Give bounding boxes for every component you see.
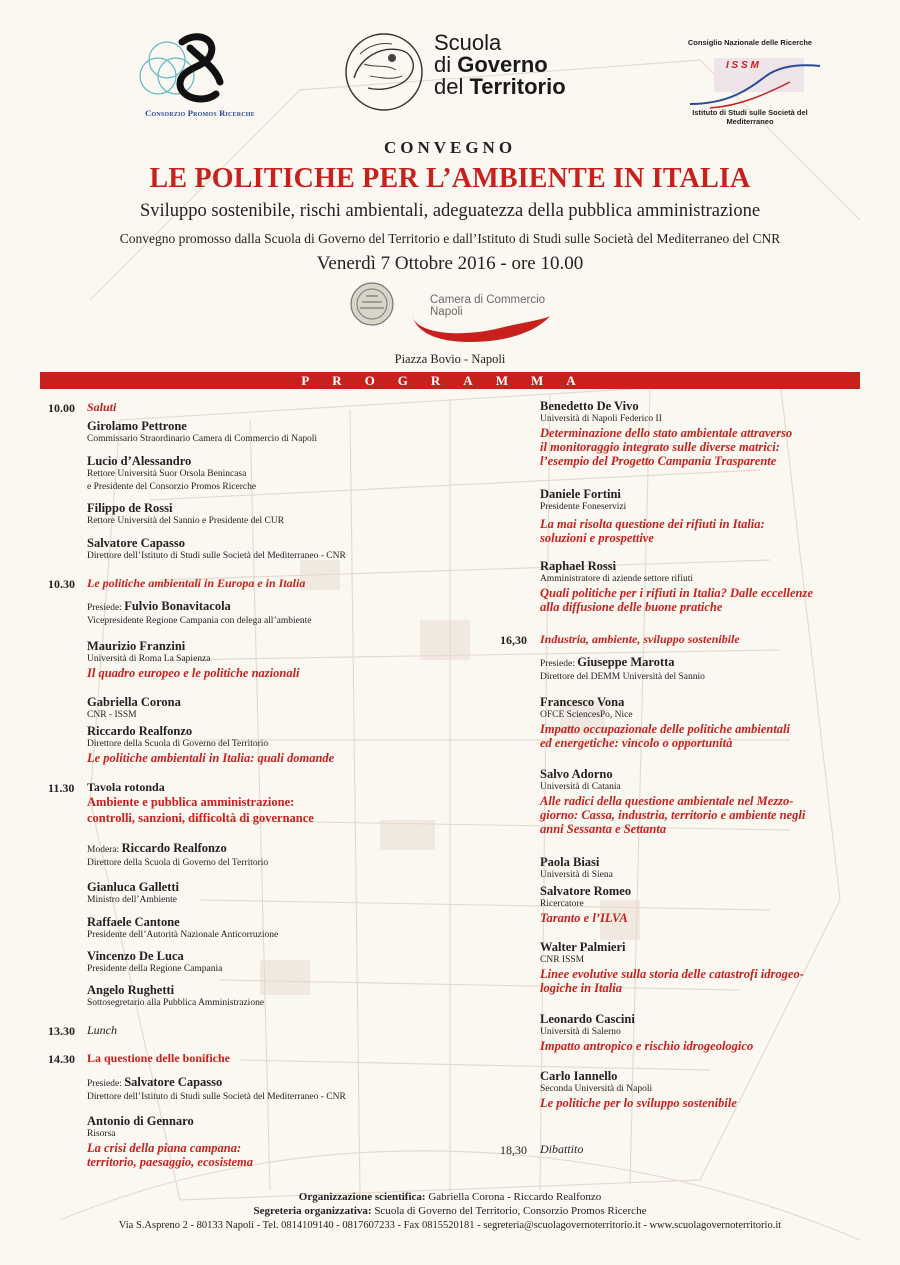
speaker-dalessandro	[87, 455, 256, 494]
sgt-logo	[340, 28, 580, 124]
issm-caption: Istituto di Studi sulle Società del Mediterraneo	[692, 108, 808, 126]
speaker-cascini	[540, 1013, 753, 1053]
footer-seg-label: Segreteria organizzativa:	[253, 1205, 372, 1217]
round-table-topic-line: controlli, sanzioni, difficoltà di governance	[87, 811, 314, 825]
event-date: Venerdì 7 Ottobre 2016 - ore 10.00	[316, 253, 584, 274]
speaker-name: Lucio d’Alessandro	[87, 454, 192, 468]
footer-secretariat	[0, 1205, 900, 1217]
speaker-role: Rettore Università Suor Orsola Benincasa	[87, 469, 247, 479]
camera-commercio-name	[430, 294, 545, 318]
talk-title: soluzioni e prospettive	[540, 531, 654, 545]
promos-caption: Consorzio Promos Ricerche	[145, 108, 255, 118]
page-title: LE POLITICHE PER L’AMBIENTE IN ITALIA	[149, 163, 751, 194]
footer-org-value: Gabriella Corona - Riccardo Realfonzo	[425, 1191, 602, 1203]
promos-emblem-icon	[120, 28, 280, 108]
speaker-deluca	[87, 950, 222, 976]
talk-title: Le politiche ambientali in Italia: quali domande	[87, 751, 335, 765]
speaker-digennaro	[87, 1115, 253, 1169]
speaker-iannello	[540, 1070, 737, 1110]
talk-title: La mai risolta questione dei rifiuti in Italia:	[540, 517, 765, 531]
moderator-realfonzo	[87, 841, 268, 870]
speaker-name: Carlo Iannello	[540, 1069, 618, 1083]
session-saluti: Saluti	[87, 400, 117, 414]
chair-capasso	[87, 1075, 346, 1104]
talk-title: Linee evolutive sulla storia delle catastrofi idrogeo-	[540, 967, 804, 981]
talk-title: Alle radici della questione ambientale nel Mezzo-	[540, 794, 794, 808]
event-kind: CONVEGNO	[383, 138, 517, 157]
promos-logo	[120, 28, 280, 124]
speaker-role: OFCE SciencesPo, Nice	[540, 710, 633, 720]
speaker-name: Maurizio Franzini	[87, 639, 186, 653]
speaker-name: Girolamo Pettrone	[87, 419, 187, 433]
speaker-name: Antonio di Gennaro	[87, 1114, 194, 1128]
speaker-role: Sottosegretario alla Pubblica Amministrazione	[87, 998, 265, 1008]
speaker-name: Leonardo Cascini	[540, 1012, 635, 1026]
speaker-role: Ministro dell’Ambiente	[87, 895, 177, 905]
chair-label: Presiede:	[540, 659, 578, 669]
speaker-name: Raphael Rossi	[540, 559, 617, 573]
speaker-role: Vicepresidente Regione Campania con delega all’ambiente	[87, 616, 312, 626]
speaker-role: Direttore dell’Istituto di Studi sulle Società del Mediterraneo - CNR	[87, 1092, 346, 1102]
speaker-role: Ricercatore	[540, 899, 584, 909]
speaker-role: CNR ISSM	[540, 955, 585, 965]
speaker-realfonzo	[87, 725, 334, 765]
speaker-name: Gabriella Corona	[87, 695, 181, 709]
time-1430: 14.30	[48, 1052, 75, 1066]
chair-marotta	[540, 655, 705, 684]
speaker-name: Paola Biasi	[540, 855, 600, 869]
speaker-role: CNR - ISSM	[87, 710, 137, 720]
camera-commercio-line1: Camera di Commercio	[430, 294, 546, 306]
session-europa-italia: Le politiche ambientali in Europa e in Italia	[87, 576, 306, 590]
speaker-role: Direttore della Scuola di Governo del Territorio	[87, 739, 269, 749]
time-1630: 16,30	[500, 633, 527, 647]
time-1830: 18,30	[500, 1143, 527, 1157]
speaker-role: e Presidente del Consorzio Promos Ricerche	[87, 482, 257, 492]
speaker-romeo	[540, 885, 631, 925]
program-bar: PROGRAMMA	[40, 372, 860, 389]
speaker-derossi	[87, 502, 284, 528]
talk-title: La crisi della piana campana:	[87, 1141, 242, 1155]
speaker-corona	[87, 696, 181, 722]
session-industria: Industria, ambiente, sviluppo sostenibile	[540, 632, 740, 646]
cnr-caption: Consiglio Nazionale delle Ricerche	[687, 38, 813, 47]
speaker-role: Rettore Università del Sannio e Presidente del CUR	[87, 516, 285, 526]
round-table-topic	[87, 794, 314, 826]
debate-label: Dibattito	[540, 1142, 584, 1156]
speaker-rughetti	[87, 984, 264, 1010]
chair-bonavitacola	[87, 599, 311, 628]
speaker-franzini	[87, 640, 300, 680]
speaker-name: Salvo Adorno	[540, 767, 613, 781]
speaker-role: Direttore del DEMM Università del Sannio	[540, 672, 705, 682]
talk-title: alla diffusione delle buone pratiche	[540, 600, 723, 614]
talk-title: Determinazione dello stato ambientale attraverso	[540, 426, 793, 440]
speaker-name: Salvatore Romeo	[540, 884, 632, 898]
sgt-line3b: Territorio	[469, 74, 566, 99]
speaker-role: Direttore dell’Istituto di Studi sulle Società del Mediterraneo - CNR	[87, 551, 346, 561]
footer-seg-value: Scuola di Governo del Territorio, Consorzio Promos Ricerche	[371, 1205, 647, 1217]
moderator-label: Modera:	[87, 845, 122, 855]
speaker-name: Riccardo Realfonzo	[87, 724, 193, 738]
footer-org-label: Organizzazione scientifica:	[298, 1191, 426, 1203]
speaker-name: Benedetto De Vivo	[540, 399, 639, 413]
camera-commercio-line2: Napoli	[430, 306, 463, 318]
time-1130: 11.30	[48, 781, 75, 795]
speaker-adorno	[540, 768, 858, 836]
talk-title: Quali politiche per i rifiuti in Italia? Dalle eccellenze	[540, 586, 813, 600]
speaker-role: Università di Catania	[540, 782, 621, 792]
talk-title: l’esempio del Progetto Campania Trasparente	[540, 454, 777, 468]
sgt-line2b: Governo	[457, 52, 548, 77]
talk-title: Taranto e l’ILVA	[540, 911, 628, 925]
talk-title: Impatto antropico e rischio idrogeologico	[540, 1039, 754, 1053]
speaker-role: Risorsa	[87, 1129, 116, 1139]
speaker-name: Angelo Rughetti	[87, 983, 175, 997]
sgt-line1: Scuola	[434, 30, 502, 55]
speaker-role: Seconda Università di Napoli	[540, 1084, 653, 1094]
sgt-wordmark	[434, 32, 566, 98]
page-subtitle: Sviluppo sostenibile, rischi ambientali, adeguatezza della pubblica amministrazione	[139, 201, 761, 221]
footer-organization	[0, 1191, 900, 1203]
issm-emblem-icon	[670, 48, 830, 110]
talk-title: Il quadro europeo e le politiche nazionali	[87, 666, 300, 680]
round-table	[87, 781, 314, 826]
chair-label: Presiede:	[87, 603, 125, 613]
speaker-role: Università di Roma La Sapienza	[87, 654, 211, 664]
talk-title: Impatto occupazionale delle politiche ambientali	[540, 722, 790, 736]
speaker-pettrone	[87, 420, 317, 446]
lunch-label: Lunch	[87, 1023, 117, 1037]
speaker-role: Università di Siena	[540, 870, 613, 880]
speaker-name: Filippo de Rossi	[87, 501, 173, 515]
speaker-role: Presidente dell’Autorità Nazionale Anticorruzione	[87, 930, 279, 940]
speaker-rossi	[540, 560, 858, 614]
time-1030: 10.30	[48, 577, 75, 591]
talk-title: Le politiche per lo sviluppo sostenibile	[540, 1096, 737, 1110]
speaker-role: Presidente della Regione Campania	[87, 964, 223, 974]
speaker-name: Giuseppe Marotta	[577, 655, 675, 669]
speaker-galletti	[87, 881, 179, 907]
talk-title: logiche in Italia	[540, 981, 622, 995]
speaker-vona	[540, 696, 858, 750]
speaker-role: Amministratore di aziende settore rifiuti	[540, 574, 694, 584]
round-table-topic-line: Ambiente e pubblica amministrazione:	[87, 795, 295, 809]
round-table-label: Tavola rotonda	[87, 780, 165, 794]
speaker-name: Gianluca Galletti	[87, 880, 180, 894]
speaker-biasi	[540, 856, 613, 882]
speaker-name: Daniele Fortini	[540, 487, 621, 501]
camera-commercio-logo	[350, 282, 560, 346]
sgt-line3a: del	[434, 74, 470, 99]
speaker-name: Salvatore Capasso	[124, 1075, 223, 1089]
speaker-cantone	[87, 916, 278, 942]
footer-contacts: Via S.Aspreno 2 - 80133 Napoli - Tel. 0814109140 - 0817607233 - Fax 0815520181 - segreteria@scuolagovernoterritorio.it - www.scuolagovernoterritorio.it	[118, 1220, 782, 1231]
event-place: Piazza Bovio - Napoli	[394, 352, 506, 366]
speaker-role: Università di Napoli Federico II	[540, 414, 662, 424]
speaker-capasso	[87, 537, 346, 563]
speaker-role: Direttore della Scuola di Governo del Territorio	[87, 858, 269, 868]
talk-title: ed energetiche: vincolo o opportunità	[540, 736, 733, 750]
speaker-name: Salvatore Capasso	[87, 536, 186, 550]
chair-label: Presiede:	[87, 1079, 125, 1089]
speaker-name: Vincenzo De Luca	[87, 949, 184, 963]
speaker-fortini	[540, 488, 858, 545]
talk-title: il monitoraggio integrato sulle diverse matrici:	[540, 440, 780, 454]
talk-title: giorno: Cassa, industria, territorio e ambiente negli	[540, 808, 806, 822]
speaker-name: Walter Palmieri	[540, 940, 626, 954]
sgt-line2a: di	[434, 52, 458, 77]
issm-monogram: I S S M	[726, 60, 759, 71]
session-bonifiche: La questione delle bonifiche	[87, 1051, 231, 1065]
talk-title: anni Sessanta e Settanta	[540, 822, 667, 836]
speaker-name: Riccardo Realfonzo	[121, 841, 227, 855]
talk-title: territorio, paesaggio, ecosistema	[87, 1155, 253, 1169]
speaker-name: Francesco Vona	[540, 695, 625, 709]
speaker-role: Università di Salerno	[540, 1027, 621, 1037]
promoted-by: Convegno promosso dalla Scuola di Governo del Territorio e dall’Istituto di Studi sulle Società del Mediterraneo del CNR	[119, 231, 781, 246]
issm-logo	[670, 38, 830, 126]
sgt-emblem-icon	[340, 28, 428, 114]
time-1000: 10.00	[48, 401, 75, 415]
time-1330: 13.30	[48, 1024, 75, 1038]
speaker-devivo	[540, 400, 858, 468]
speaker-palmieri	[540, 941, 858, 995]
speaker-name: Fulvio Bonavitacola	[124, 599, 231, 613]
speaker-role: Commissario Straordinario Camera di Commercio di Napoli	[87, 434, 318, 444]
speaker-role: Presidente Foneservizi	[540, 502, 627, 512]
speaker-name: Raffaele Cantone	[87, 915, 180, 929]
